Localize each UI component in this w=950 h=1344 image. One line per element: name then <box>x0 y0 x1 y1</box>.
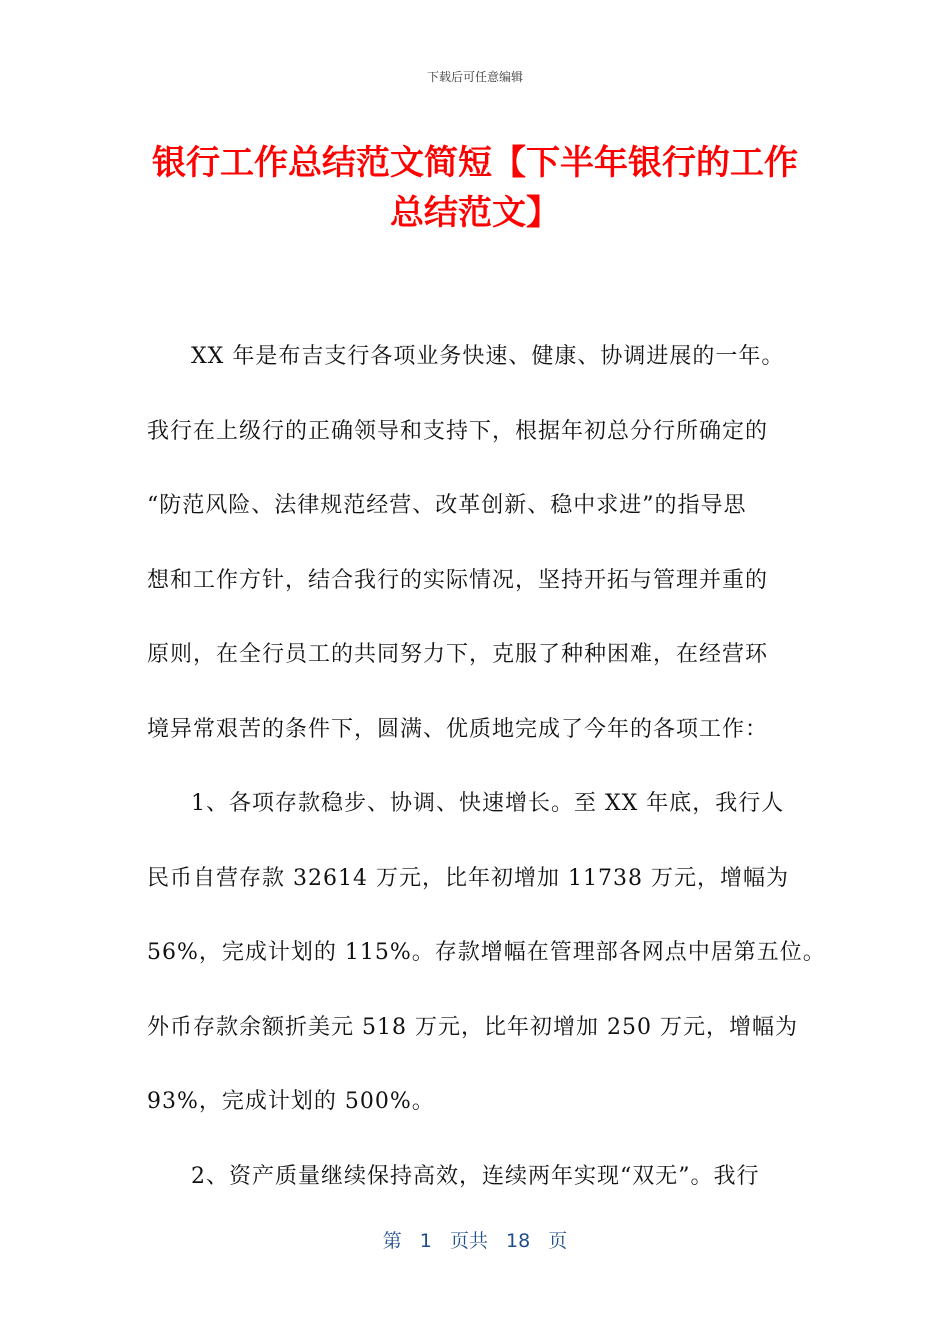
paragraph-line: 2、资产质量继续保持高效，连续两年实现“双无”。我行 <box>191 1163 760 1189</box>
total-page-count: 18 <box>506 1230 531 1252</box>
document-title <box>110 138 840 238</box>
paragraph-line: 我行在上级行的正确领导和支持下，根据年初总分行所确定的 <box>147 418 769 444</box>
paragraph-line: 民币自营存款 32614 万元，比年初增加 11738 万元，增幅为 <box>147 865 789 891</box>
page-footer <box>0 1226 950 1253</box>
paragraph-line: 56%，完成计划的 115%。存款增幅在管理部各网点中居第五位。 <box>147 940 826 965</box>
body-text <box>147 320 826 1214</box>
title-line-1: 银行工作总结范文简短【下半年银行的工作 <box>152 143 798 183</box>
header-note: 下载后可任意编辑 <box>426 70 523 84</box>
paragraph-line: XX 年是布吉支行各项业务快速、健康、协调进展的一年。 <box>191 344 785 369</box>
paragraph-line: 想和工作方针，结合我行的实际情况，坚持开拓与管理并重的 <box>147 567 769 593</box>
footer-mid: 页共 <box>449 1230 488 1252</box>
paragraph-line: 1、各项存款稳步、协调、快速增长。至 XX 年底，我行人 <box>191 791 785 816</box>
paragraph-line: “防范风险、法律规范经营、改革创新、稳中求进”的指导思 <box>147 493 747 518</box>
paragraph-line: 原则，在全行员工的共同努力下，克服了种种困难，在经营环 <box>147 642 769 667</box>
footer-prefix: 第 <box>382 1230 402 1252</box>
paragraph-line: 境异常艰苦的条件下，圆满、优质地完成了今年的各项工作： <box>147 716 769 742</box>
current-page-number: 1 <box>419 1230 432 1252</box>
footer-suffix: 页 <box>548 1230 568 1252</box>
title-line-2: 总结范文】 <box>390 193 560 233</box>
paragraph-line: 93%，完成计划的 500%。 <box>147 1089 435 1114</box>
paragraph-line: 外币存款余额折美元 518 万元，比年初增加 250 万元，增幅为 <box>147 1014 798 1040</box>
